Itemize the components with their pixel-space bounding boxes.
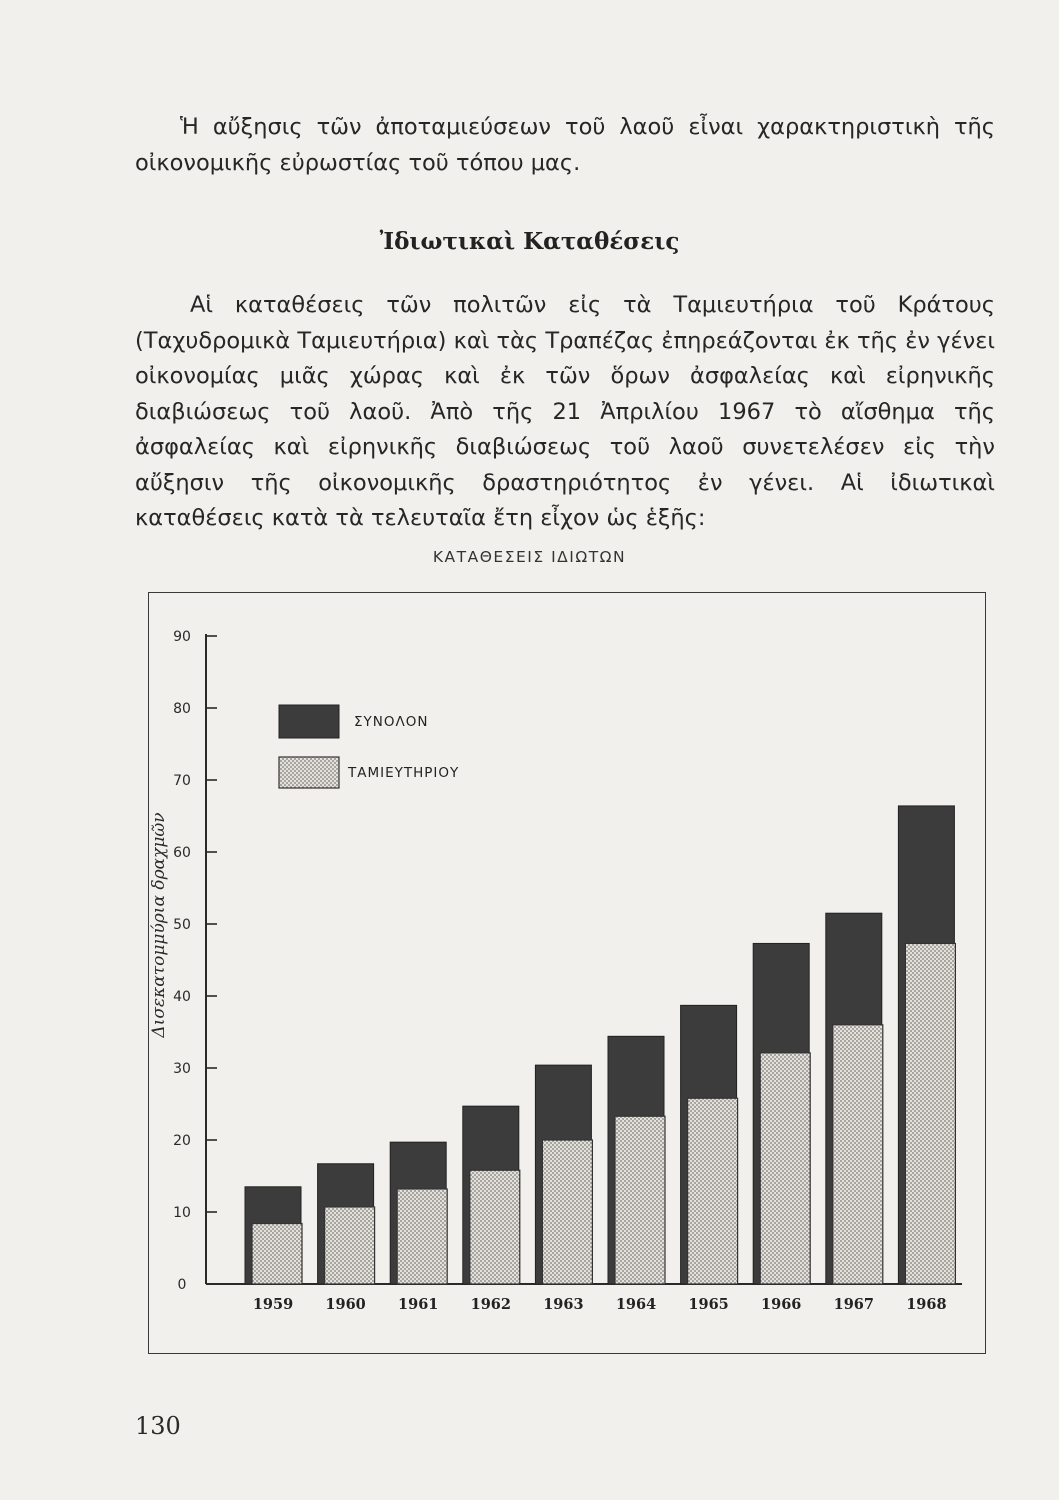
legend-swatch-tamieutiriou <box>279 757 339 788</box>
body-paragraph: Αἱ καταθέσεις τῶν πολιτῶν εἰς τὰ Ταμιευτήρια τοῦ Κράτους (Ταχυδρομικὰ Ταμιευτήρια) καὶ τὰς Τραπέζας ἐπηρεάζονται ἐκ τῆς ἐν γένει οἰκονομίας μιᾶς χώρας καὶ ἐκ τῶν ὅρων ἀσφαλείας καὶ εἰρηνικῆς διαβιώσεως τοῦ λαοῦ. Ἀπὸ τῆς 21 Ἀπριλίου 1967 τὸ αἴσθημα τῆς ἀσφαλείας καὶ εἰρηνικῆς διαβιώσεως τοῦ λαοῦ συνετελέσεν εἰς τὴν αὔξησιν τῆς οἰκονομικῆς δραστηριότητος ἐν γένει. Αἱ ἰδιωτικαὶ καταθέσεις κατὰ τὰ τελευταῖα ἔτη εἶχον ὡς ἑξῆς: <box>135 292 995 531</box>
intro-paragraph: Ἡ αὔξησις τῶν ἀποταμιεύσεων τοῦ λαοῦ εἶναι χαρακτηριστικὴ τῆς οἰκονομικῆς εὐρωστίας τοῦ τόπου μας. <box>135 114 995 176</box>
legend-label-tamieutiriou: ΤΑΜΙΕΥΤΗΡΙΟΥ <box>348 765 460 781</box>
x-tick-label: 1966 <box>761 1296 802 1313</box>
bar-tamieutiriou <box>470 1170 520 1284</box>
bar-tamieutiriou <box>760 1053 810 1284</box>
x-tick-label: 1967 <box>833 1296 874 1313</box>
bar-tamieutiriou <box>397 1189 447 1284</box>
x-tick-label: 1964 <box>615 1296 657 1313</box>
x-tick-label: 1963 <box>543 1296 584 1313</box>
legend-swatch-synolon <box>279 705 339 738</box>
x-tick-label: 1962 <box>470 1296 511 1313</box>
y-tick-label: 70 <box>173 773 191 789</box>
y-tick-label: 80 <box>173 701 191 717</box>
y-tick-label: 30 <box>173 1061 191 1077</box>
y-tick-label: 0 <box>177 1277 187 1293</box>
section-heading: Ἰδιωτικαὶ Καταθέσεις <box>379 228 680 255</box>
x-tick-label: 1959 <box>252 1296 294 1313</box>
bar-tamieutiriou <box>252 1224 302 1284</box>
x-tick-label: 1960 <box>325 1296 366 1313</box>
y-tick-label: 20 <box>173 1133 191 1149</box>
bar-tamieutiriou <box>905 943 955 1284</box>
page-number: 130 <box>135 1412 181 1440</box>
x-tick-label: 1968 <box>906 1296 947 1313</box>
x-tick-label: 1961 <box>398 1296 439 1313</box>
y-axis-title: Δισεκατομμύρια δραχμῶν <box>149 812 169 1038</box>
chart-title: ΚΑΤΑΘΕΣΕΙΣ ΙΔΙΩΤΩΝ <box>432 548 627 566</box>
bar-tamieutiriou <box>325 1207 375 1284</box>
y-tick-label: 10 <box>173 1205 191 1221</box>
bar-tamieutiriou <box>833 1025 883 1284</box>
y-tick-label: 40 <box>173 989 191 1005</box>
y-tick-label: 90 <box>173 629 191 645</box>
legend-label-synolon: ΣΥΝΟΛΟΝ <box>354 714 429 730</box>
x-tick-label: 1965 <box>688 1296 729 1313</box>
bar-tamieutiriou <box>615 1116 665 1284</box>
y-tick-label: 60 <box>173 845 191 861</box>
bar-tamieutiriou <box>542 1140 592 1284</box>
bar-tamieutiriou <box>688 1098 738 1284</box>
y-tick-label: 50 <box>173 917 191 933</box>
